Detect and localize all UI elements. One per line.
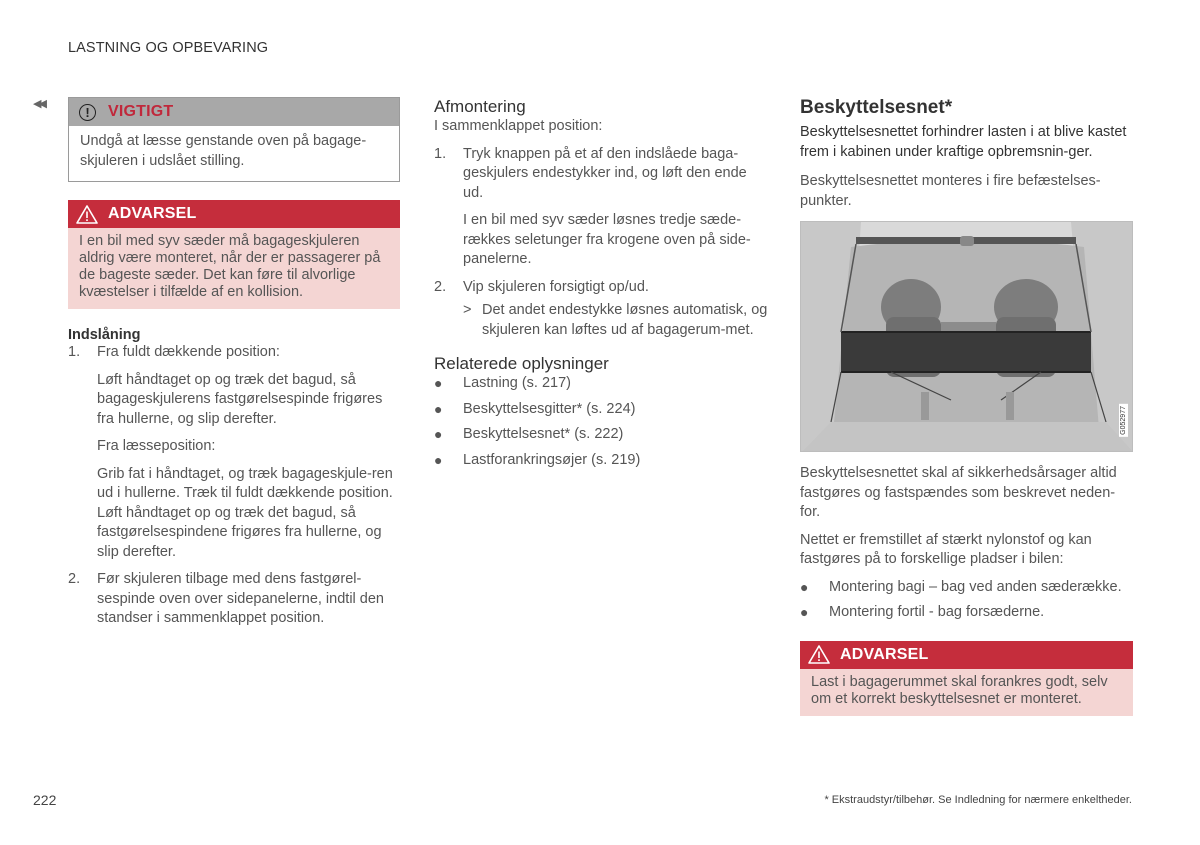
step-text: Fra fuldt dækkende position: [97, 344, 280, 360]
bullet-icon: ● [800, 578, 809, 595]
warning-title: ADVARSEL [108, 205, 197, 222]
paragraph: Grib fat i håndtaget, og træk bagageskjule-ren ud i hullerne. Træk til fuldt dækkende position. Løft håndtaget op og træk det bagud, så fastgørelsespindene frigøres fra hullerne, og slip derefter. [97, 465, 393, 560]
paragraph: Beskyttelsesnettet skal af sikkerhedsårsager altid fastgøres og fastspændes som beskrevet neden-for. [800, 465, 1117, 520]
section-heading-beskyttelsesnet: Beskyttelsesnet* [800, 97, 953, 118]
warning-box [800, 641, 1133, 716]
related-link[interactable] [434, 374, 769, 394]
column-middle [434, 97, 769, 470]
back-arrows-icon[interactable]: ◀◀ [33, 98, 44, 110]
related-link-label[interactable]: Beskyttelsesnet* (s. 222) [463, 426, 624, 442]
related-link[interactable] [434, 425, 769, 445]
cargo-net-illustration [800, 221, 1133, 452]
warning-text: I en bil med syv sæder må bagageskjuleren aldrig være monteret, når der er passagerer på de bageste sæder. Det kan føre til alvorlige kvæstelser i tilfælde af en kollision. [68, 228, 400, 309]
important-notice-header [69, 98, 399, 126]
section-heading-afmontering: Afmontering [434, 97, 526, 116]
warning-header [800, 641, 1133, 669]
important-notice-title: VIGTIGT [108, 103, 174, 120]
exclamation-circle-icon: ! [79, 104, 96, 121]
figure-code: G052977 [1120, 406, 1127, 435]
important-notice-text: Undgå at læsse genstande oven på bagage-skjuleren i udslået stilling. [69, 126, 399, 181]
paragraph: Fra læsseposition: [97, 438, 216, 454]
lead-text: Beskyttelsesnettet forhindrer lasten i at blive kastet frem i kabinen under kraftige opbremsnin-ger. [800, 124, 1127, 160]
step-number: 1. [68, 344, 81, 360]
footnote: * Ekstraudstyr/tilbehør. Se Indledning for nærmere enkeltheder. [824, 794, 1132, 806]
paragraph: Løft håndtaget op og træk det bagud, så bagageskjulerens fastgørelsespinde frigøres fra hullerne, og slip derefter. [97, 371, 383, 427]
page-header-title: LASTNING OG OPBEVARING [68, 40, 269, 56]
important-notice [68, 97, 400, 182]
intro-text: I sammenklappet position: [434, 118, 603, 134]
result-text: Det andet endestykke løsnes automatisk, og skjuleren kan løftes ud af bagagerum-met. [482, 302, 768, 338]
warning-header [68, 200, 400, 228]
bullet-icon: ● [434, 375, 443, 391]
paragraph: Nettet er fremstillet af stærkt nylonstof og kan fastgøres på to forskellige pladser i bilen: [800, 531, 1092, 567]
warning-triangle-icon [76, 205, 98, 224]
list-item-text: Montering fortil - bag forsæderne. [829, 604, 1045, 620]
step-text: Tryk knappen på et af den indslåede baga-geskjulers endestykker ind, og løft den ende ud. [463, 145, 747, 201]
paragraph: Beskyttelsesnettet monteres i fire befæstelses-punkter. [800, 173, 1101, 209]
subheading-indslaaning: Indslåning [68, 327, 141, 343]
list-item [800, 578, 1133, 598]
step-result [434, 301, 769, 340]
bullet-icon: ● [434, 426, 443, 442]
list-item-text: Montering bagi – bag ved anden sæderække. [829, 578, 1122, 595]
related-link[interactable] [434, 451, 769, 471]
bullet-icon: ● [800, 604, 809, 620]
step-number: 2. [68, 571, 81, 587]
list-item [800, 603, 1133, 623]
page-number: 222 [33, 792, 57, 808]
related-link-label[interactable]: Lastforankringsøjer (s. 219) [463, 451, 641, 468]
warning-title: ADVARSEL [840, 645, 929, 663]
mounting-list [800, 578, 1133, 623]
warning-triangle-icon [808, 645, 830, 664]
paragraph: I en bil med syv sæder løsnes tredje sæde-rækkes seletunger fra krogene oven på side-panelerne. [463, 212, 751, 267]
column-right [800, 97, 1133, 716]
step-2 [68, 570, 400, 629]
step-1 [68, 343, 400, 363]
warning-box [68, 200, 400, 309]
related-link-label[interactable]: Beskyttelsesgitter* (s. 224) [463, 400, 636, 417]
related-link[interactable] [434, 400, 769, 420]
bullet-icon: ● [434, 400, 443, 417]
bullet-icon: ● [434, 451, 443, 468]
related-link-label[interactable]: Lastning (s. 217) [463, 375, 572, 391]
step-number: 2. [434, 278, 447, 295]
related-info-heading: Relaterede oplysninger [434, 354, 609, 373]
column-left [68, 97, 400, 629]
step-1 [434, 145, 769, 204]
cargo-net-drawing [801, 222, 1133, 452]
related-links-list [434, 374, 769, 470]
step-text: Før skjuleren tilbage med dens fastgørel-sespinde oven over sidepanelerne, indtil den standser i sammenklappet position. [97, 571, 384, 626]
warning-text: Last i bagagerummet skal forankres godt, selv om et korrekt beskyttelsesnet er monteret. [800, 669, 1133, 716]
step-text: Vip skjuleren forsigtigt op/ud. [463, 278, 649, 295]
result-arrow-icon: > [463, 302, 472, 318]
step-2 [434, 278, 769, 298]
step-number: 1. [434, 145, 447, 162]
